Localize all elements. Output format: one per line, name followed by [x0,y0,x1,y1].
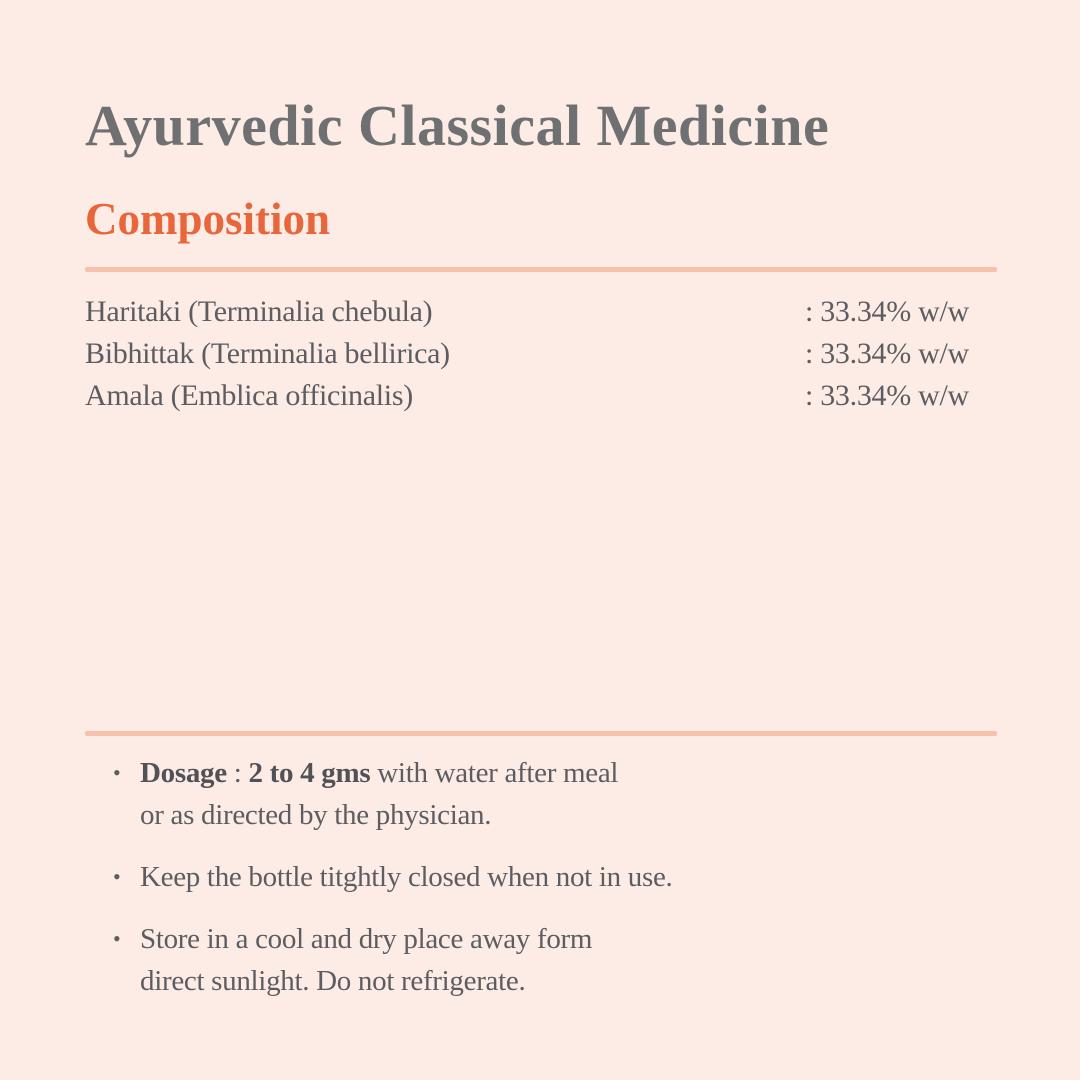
dosage-text [140,752,618,836]
ingredient-value: : 33.34% w/w [805,295,969,328]
composition-table [85,291,997,417]
composition-heading: Composition [85,194,331,244]
bullet-icon: • [113,760,121,785]
dosage-label: Dosage [140,757,227,789]
divider-bottom [85,731,997,736]
bottle-text: Keep the bottle titghtly closed when not in use. [140,861,673,893]
dosage-rest: with water after meal [370,757,619,789]
list-item-bottle [113,856,1003,898]
dosage-line2: or as directed by the physician. [140,799,492,831]
table-row [85,333,997,375]
page-title: Ayurvedic Classical Medicine [85,93,830,158]
dosage-separator: : [226,757,249,789]
instructions-list [113,752,1003,1022]
dosage-amount: 2 to 4 gms [248,757,371,789]
ingredient-name: Haritaki (Terminalia chebula) [85,295,433,328]
ingredient-value: : 33.34% w/w [805,379,969,412]
ingredient-name: Bibhittak (Terminalia bellirica) [85,337,450,370]
bullet-icon: • [113,926,121,951]
table-row [85,291,997,333]
table-row [85,375,997,417]
bullet-icon: • [113,864,121,889]
ingredient-name: Amala (Emblica officinalis) [85,379,413,412]
storage-line2: direct sunlight. Do not refrigerate. [140,965,526,997]
storage-line1: Store in a cool and dry place away form [140,923,593,955]
storage-text [140,918,592,1002]
ingredient-value: : 33.34% w/w [805,337,969,370]
divider-top [85,267,997,272]
list-item-dosage [113,752,1003,836]
list-item-storage [113,918,1003,1002]
